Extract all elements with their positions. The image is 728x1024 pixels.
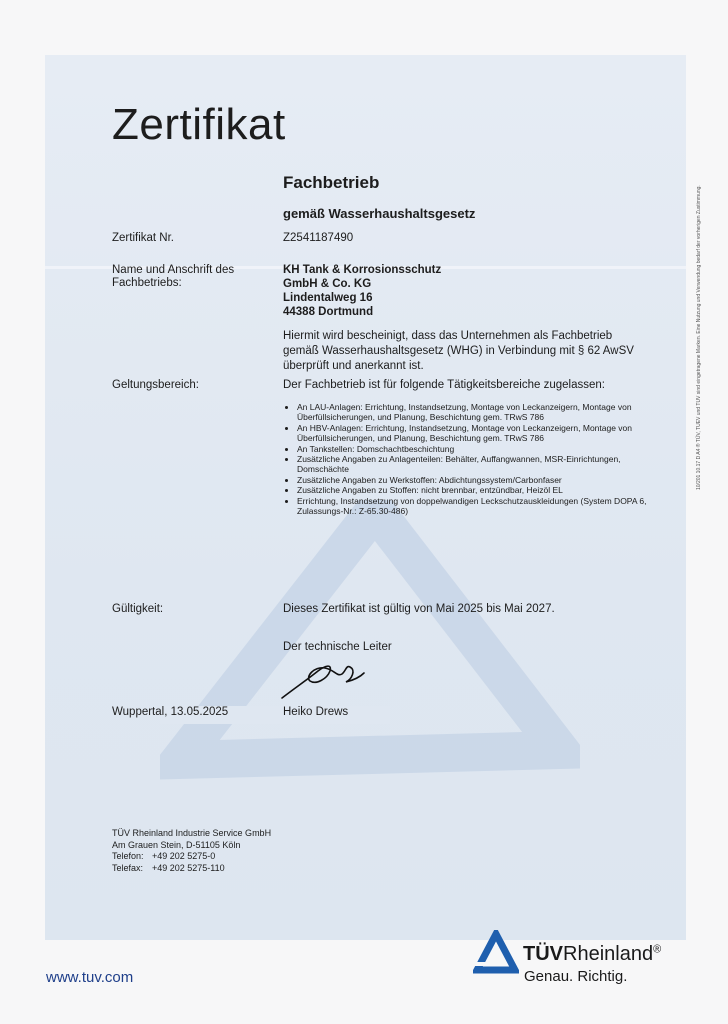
fax-number: +49 202 5275-110 bbox=[152, 862, 225, 873]
scope-item: • An HBV-Anlagen: Errichtung, Instandsetzung, Montage von Leckanzeigern, Montage von Überfüllsicherungen, und Planung, Beschichtung gem. TRwS 786 bbox=[297, 423, 657, 444]
page-title: Zertifikat bbox=[112, 100, 286, 149]
brand-name bbox=[523, 943, 661, 966]
scope-item: • Zusätzliche Angaben zu Anlagenteilen: Behälter, Auffangwannen, MSR-Einrichtungen, Domschächte bbox=[297, 454, 657, 475]
company-line1: KH Tank & Korrosionsschutz bbox=[283, 264, 442, 276]
side-note: 10/201 10.17 D A4 ® TÜV, TUEV und TUV sind eingetragene Marken. Eine Nutzung und Verwendung bedarf der vorherigen Zustimmung. bbox=[696, 185, 702, 490]
signer-name: Heiko Drews bbox=[283, 706, 349, 718]
scope-intro: Der Fachbetrieb ist für folgende Tätigkeitsbereiche zugelassen: bbox=[283, 379, 605, 391]
scope-list bbox=[283, 402, 657, 516]
place-date: Wuppertal, 13.05.2025 bbox=[112, 706, 229, 718]
issuer-address bbox=[112, 828, 271, 874]
fax-label: Telefax: bbox=[112, 862, 144, 873]
scope-item: • Zusätzliche Angaben zu Werkstoffen: Abdichtungssystem/Carbonfaser bbox=[297, 475, 657, 485]
scope-item: • An Tankstellen: Domschachtbeschichtung bbox=[297, 444, 657, 454]
company-line2: GmbH & Co. KG bbox=[283, 278, 372, 290]
brand-rest: Rheinland bbox=[563, 943, 654, 965]
cert-number-label: Zertifikat Nr. bbox=[112, 232, 174, 244]
phone-number: +49 202 5275-0 bbox=[152, 851, 216, 862]
issuer-street: Am Grauen Stein, D-51105 Köln bbox=[112, 839, 241, 850]
heading: Fachbetrieb bbox=[283, 173, 380, 192]
issuer-name: TÜV Rheinland Industrie Service GmbH bbox=[112, 828, 272, 838]
subheading: gemäß Wasserhaushaltsgesetz bbox=[283, 206, 476, 221]
statement-text: Hiermit wird bescheinigt, dass das Unternehmen als Fachbetrieb gemäß Wasserhaushaltsgesetz (WHG) in Verbindung mit § 62 AwSV überprüft und anerkannt ist. bbox=[283, 330, 634, 372]
scope-item: • An LAU-Anlagen: Errichtung, Instandsetzung, Montage von Leckanzeigern, Montage von Überfüllsicherungen, und Planung, Beschichtung gem. TRwS 786 bbox=[297, 402, 657, 423]
scope-item: • Zusätzliche Angaben zu Stoffen: nicht brennbar, entzündbar, Heizöl EL bbox=[297, 485, 657, 495]
scope-item: • Errichtung, Instandsetzung von doppelwandigen Leckschutzauskleidungen (System DOPA 6, Zulassungs-Nr.: Z-65.30-486) bbox=[297, 496, 657, 517]
tuv-triangle-logo-icon bbox=[473, 930, 519, 974]
brand-bold: TÜV bbox=[523, 943, 563, 965]
cert-number: Z2541187490 bbox=[283, 232, 354, 244]
signer-role: Der technische Leiter bbox=[283, 641, 392, 653]
signature-icon bbox=[280, 655, 370, 700]
address-label-line1: Name und Anschrift des bbox=[112, 264, 235, 276]
brand-slogan: Genau. Richtig. bbox=[524, 968, 628, 985]
validity-text: Dieses Zertifikat ist gültig von Mai 2025 bis Mai 2027. bbox=[283, 603, 555, 615]
scope-label: Geltungsbereich: bbox=[112, 379, 199, 391]
address-label-line2: Fachbetriebs: bbox=[112, 277, 182, 289]
company-street: Lindentalweg 16 bbox=[283, 292, 373, 304]
validity-label: Gültigkeit: bbox=[112, 603, 164, 615]
website-link[interactable]: www.tuv.com bbox=[46, 969, 134, 986]
watermark-triangle-icon bbox=[160, 500, 580, 780]
company-city: 44388 Dortmund bbox=[283, 306, 374, 318]
brand-registered: ® bbox=[653, 943, 662, 956]
phone-label: Telefon: bbox=[112, 851, 144, 862]
